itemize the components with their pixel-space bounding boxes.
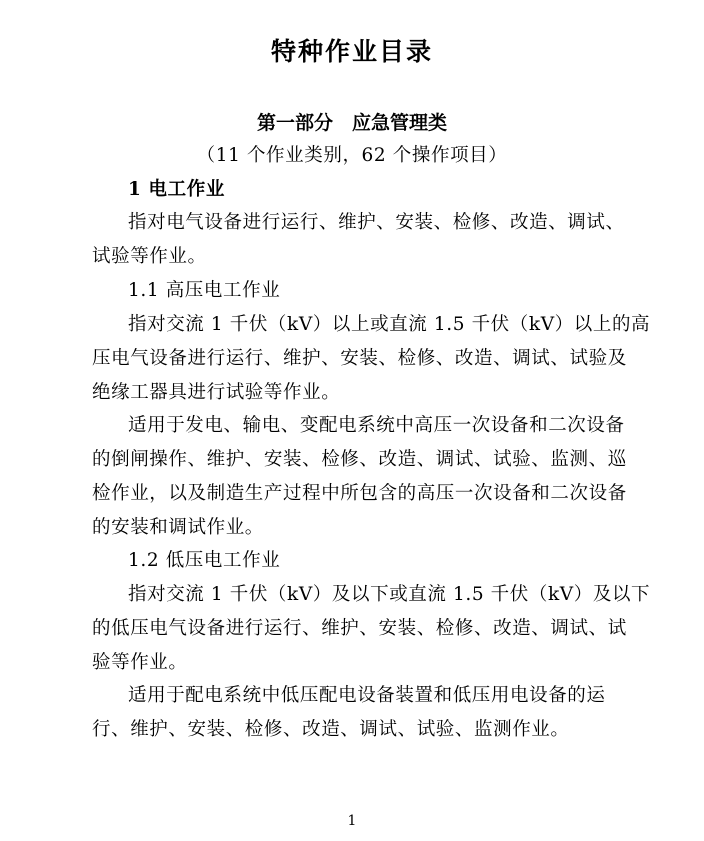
subsection-heading: 1.1 高压电工作业 (128, 280, 281, 301)
paragraph-line: 指对电气设备进行运行、维护、安装、检修、改造、调试、 (128, 212, 625, 233)
document-title: 特种作业目录 (270, 37, 433, 66)
paragraph-line: 的低压电气设备进行运行、维护、安装、检修、改造、调试、试 (92, 618, 627, 639)
paragraph-line: 指对交流 1 千伏（kV）及以下或直流 1.5 千伏（kV）及以下 (128, 584, 651, 605)
paragraph-line: 指对交流 1 千伏（kV）以上或直流 1.5 千伏（kV）以上的高 (128, 314, 651, 335)
paragraph-line: 的倒闸操作、维护、安装、检修、改造、调试、试验、监测、巡 (92, 449, 627, 470)
part-subtitle: （11 个作业类别，62 个操作项目） (196, 145, 508, 166)
paragraph-line: 的安装和调试作业。 (92, 517, 264, 538)
part-heading: 第一部分 应急管理类 (256, 112, 447, 134)
paragraph-line: 适用于发电、输电、变配电系统中高压一次设备和二次设备 (128, 415, 625, 436)
paragraph-line: 试验等作业。 (92, 246, 207, 267)
subsection-heading: 1.2 低压电工作业 (128, 550, 281, 571)
paragraph-line: 验等作业。 (92, 652, 188, 673)
page-number: 1 (347, 813, 357, 829)
paragraph-line: 适用于配电系统中低压配电设备装置和低压用电设备的运 (128, 685, 606, 706)
section-heading: 1 电工作业 (128, 179, 225, 200)
paragraph-line: 绝缘工器具进行试验等作业。 (92, 382, 341, 403)
paragraph-line: 压电气设备进行运行、维护、安装、检修、改造、调试、试验及 (92, 348, 627, 369)
paragraph-line: 行、维护、安装、检修、改造、调试、试验、监测作业。 (92, 719, 570, 740)
paragraph-line: 检作业，以及制造生产过程中所包含的高压一次设备和二次设备 (92, 483, 627, 504)
